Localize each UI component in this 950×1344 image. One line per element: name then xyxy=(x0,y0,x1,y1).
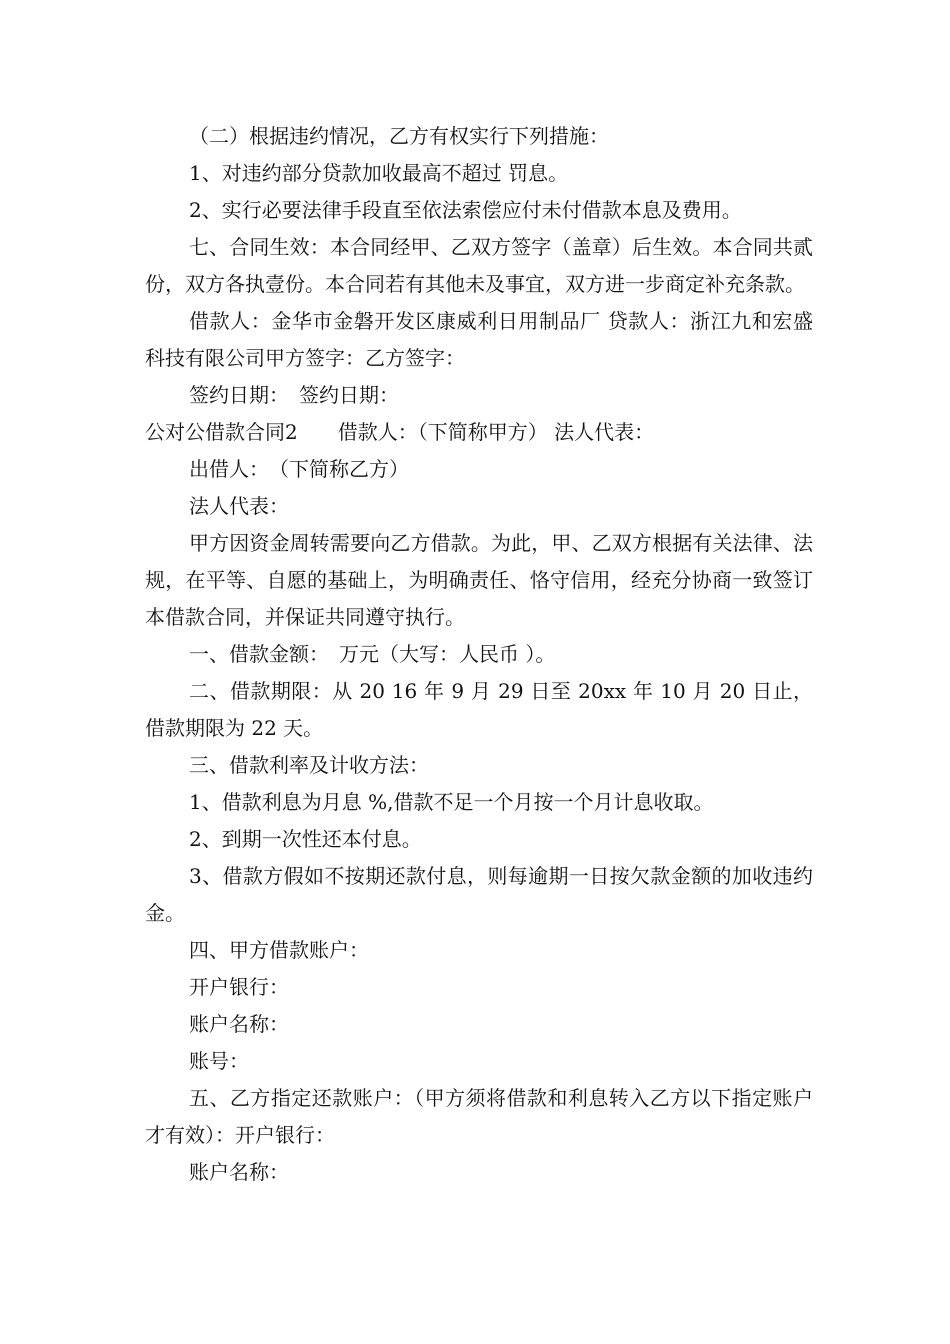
measure-2-legal: 2、实行必要法律手段直至依法索偿应付未付借款本息及费用。 xyxy=(189,198,742,222)
measure-1-penalty: 1、对违约部分贷款加收最高不超过 罚息。 xyxy=(189,161,569,185)
clause-2-loan-term: 二、借款期限：从 20 16 年 9 月 29 日至 20xx 年 10 月 20 日止，借款期限为 22 天。 xyxy=(145,679,813,740)
contract-2-title-line: 公对公借款合同2 借款人：（下简称甲方） 法人代表： xyxy=(145,420,655,444)
bank-field-label: 开户银行： xyxy=(189,975,289,999)
clause-5-repayment-account: 五、乙方指定还款账户：（甲方须将借款和利息转入乙方以下指定账户才有效）：开户银行： xyxy=(145,1086,813,1147)
clause-3-interest-heading: 三、借款利率及计收方法： xyxy=(189,753,429,777)
clause-1-loan-amount: 一、借款金额： 万元（大写：人民币 ）。 xyxy=(189,642,556,666)
document-page xyxy=(145,118,813,1191)
legal-representative-line: 法人代表： xyxy=(189,494,289,518)
account-name-field-label: 账户名称： xyxy=(189,1012,289,1036)
interest-item-1: 1、借款利息为月息 %,借款不足一个月按一个月计息收取。 xyxy=(189,790,714,814)
parties-signature-block: 借款人：金华市金磐开发区康威利日用制品厂 贷款人：浙江九和宏盛科技有限公司甲方签字：乙方签字： xyxy=(145,309,813,370)
interest-item-3: 3、借款方假如不按期还款付息，则每逾期一日按欠款金额的加收违约金。 xyxy=(145,864,813,925)
interest-item-2: 2、到期一次性还本付息。 xyxy=(189,827,422,851)
signing-date-line: 签约日期： 签约日期： xyxy=(189,383,399,407)
lender-line: 出借人： （下简称乙方） xyxy=(189,457,409,481)
section-2-measures-heading: （二）根据违约情况，乙方有权实行下列措施： xyxy=(189,124,609,148)
contract-preamble: 甲方因资金周转需要向乙方借款。为此，甲、乙双方根据有关法律、法规，在平等、自愿的基础上，为明确责任、恪守信用，经充分协商一致签订本借款合同，并保证共同遵守执行。 xyxy=(145,531,813,629)
clause-4-account-heading: 四、甲方借款账户： xyxy=(189,938,369,962)
account-number-field-label: 账号： xyxy=(189,1049,249,1073)
clause-7-effectiveness: 七、合同生效：本合同经甲、乙双方签字（盖章）后生效。本合同共贰份，双方各执壹份。本合同若有其他未及事宜，双方进一步商定补充条款。 xyxy=(145,235,813,296)
repayment-account-name-label: 账户名称： xyxy=(189,1160,289,1184)
